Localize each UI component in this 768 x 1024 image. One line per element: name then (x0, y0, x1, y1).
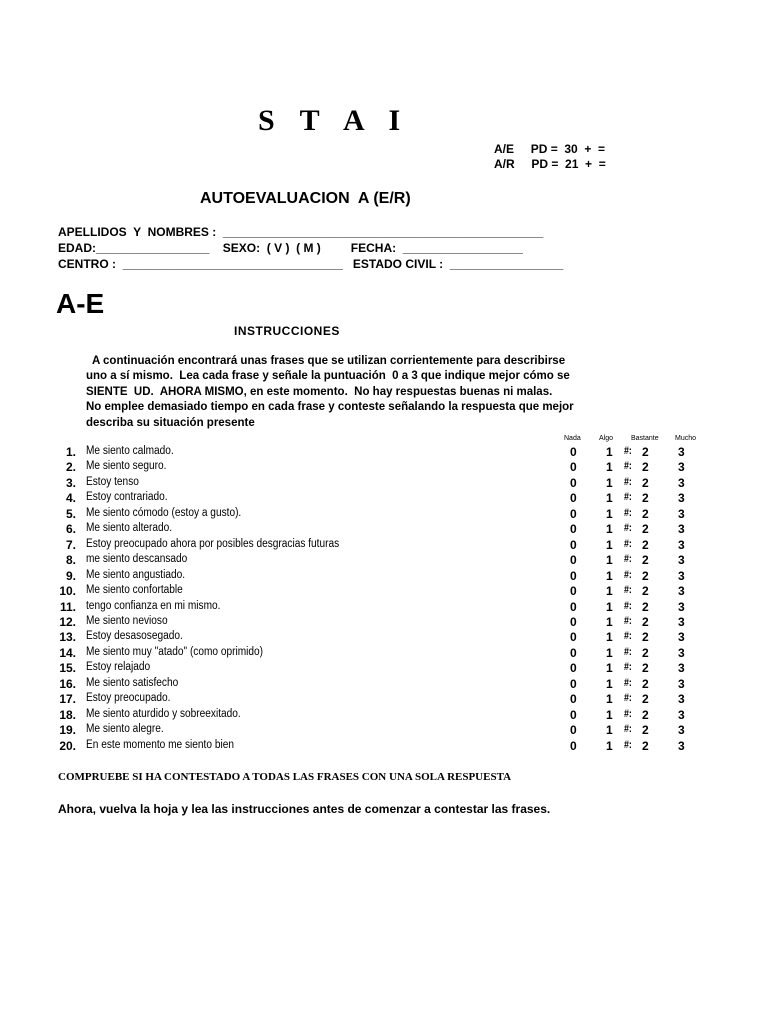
option-bastante[interactable]: 2 (642, 491, 649, 506)
option-mucho[interactable]: 3 (678, 614, 685, 629)
item-text: Estoy relajado (86, 661, 151, 674)
column-header-nada: Nada (564, 435, 581, 442)
option-nada[interactable]: 0 (570, 661, 577, 676)
option-placeholder: #: (624, 506, 632, 519)
score-formula: PD = 21 + = (531, 157, 606, 171)
item-text: Me siento confortable (86, 584, 183, 597)
form-subtitle: AUTOEVALUACION A (E/R) (200, 190, 411, 207)
item-number: 3. (65, 475, 76, 490)
section-heading: A-E (56, 288, 105, 319)
option-placeholder: #: (624, 661, 632, 674)
option-algo[interactable]: 1 (606, 645, 613, 660)
table-row (0, 615, 768, 631)
option-mucho[interactable]: 3 (678, 460, 685, 475)
table-row (0, 739, 768, 755)
option-nada[interactable]: 0 (570, 707, 577, 722)
option-nada[interactable]: 0 (570, 522, 577, 537)
item-number: 9. (65, 568, 76, 583)
item-number: 4. (65, 491, 76, 506)
option-mucho[interactable]: 3 (678, 645, 685, 660)
table-row (0, 445, 768, 461)
item-number: 18. (59, 707, 76, 722)
option-mucho[interactable]: 3 (678, 491, 685, 506)
option-mucho[interactable]: 3 (678, 445, 685, 459)
final-note: Ahora, vuelva la hoja y lea las instrucciones antes de comenzar a contestar las frases. (58, 802, 551, 816)
option-mucho[interactable]: 3 (678, 692, 685, 707)
column-header-bastante: Bastante (631, 435, 659, 442)
option-bastante[interactable]: 2 (642, 723, 649, 738)
option-bastante[interactable]: 2 (642, 445, 649, 459)
option-placeholder: #: (624, 522, 632, 535)
option-bastante[interactable]: 2 (642, 692, 649, 707)
item-number: 10. (59, 584, 76, 599)
table-row (0, 522, 768, 538)
option-bastante[interactable]: 2 (642, 568, 649, 583)
item-text: Me siento muy "atado" (como oprimido) (86, 645, 264, 658)
option-bastante[interactable]: 2 (642, 522, 649, 537)
option-placeholder: #: (624, 630, 632, 643)
option-placeholder: #: (624, 584, 632, 597)
option-nada[interactable]: 0 (570, 475, 577, 490)
table-row (0, 507, 768, 523)
option-algo[interactable]: 1 (606, 506, 613, 521)
option-nada[interactable]: 0 (570, 584, 577, 599)
option-nada[interactable]: 0 (570, 630, 577, 645)
score-label: A/R (494, 157, 515, 171)
option-mucho[interactable]: 3 (678, 723, 685, 738)
item-text: tengo confianza en mi mismo. (86, 599, 221, 612)
table-row (0, 692, 768, 708)
item-number: 20. (59, 738, 76, 753)
option-bastante[interactable]: 2 (642, 738, 649, 753)
table-row (0, 538, 768, 554)
item-number: 15. (59, 661, 76, 676)
option-placeholder: #: (624, 692, 632, 705)
option-placeholder: #: (624, 491, 632, 504)
page-title: S T A I (258, 104, 410, 137)
option-algo[interactable]: 1 (606, 661, 613, 676)
option-algo[interactable]: 1 (606, 676, 613, 691)
item-text: Me siento calmado. (86, 445, 174, 457)
instruction-line: No emplee demasiado tiempo en cada frase y conteste señalando la respuesta que mejor (86, 401, 574, 414)
option-mucho[interactable]: 3 (678, 584, 685, 599)
table-row (0, 476, 768, 492)
table-row (0, 584, 768, 600)
item-text: Me siento alterado. (86, 522, 173, 535)
option-algo[interactable]: 1 (606, 738, 613, 753)
option-mucho[interactable]: 3 (678, 630, 685, 645)
option-bastante[interactable]: 2 (642, 599, 649, 614)
option-mucho[interactable]: 3 (678, 707, 685, 722)
item-text: Me siento satisfecho (86, 676, 179, 689)
option-nada[interactable]: 0 (570, 692, 577, 707)
option-mucho[interactable]: 3 (678, 537, 685, 552)
option-mucho[interactable]: 3 (678, 522, 685, 537)
item-number: 2. (65, 460, 76, 475)
option-mucho[interactable]: 3 (678, 553, 685, 568)
option-algo[interactable]: 1 (606, 553, 613, 568)
item-text: Estoy preocupado. (86, 692, 171, 705)
table-row (0, 600, 768, 616)
option-bastante[interactable]: 2 (642, 676, 649, 691)
option-placeholder: #: (624, 707, 632, 720)
option-bastante[interactable]: 2 (642, 584, 649, 599)
item-text: Me siento angustiado. (86, 568, 186, 581)
option-bastante[interactable]: 2 (642, 553, 649, 568)
score-formula: PD = 30 + = (530, 142, 606, 156)
option-bastante[interactable]: 2 (642, 506, 649, 521)
option-algo[interactable]: 1 (606, 445, 613, 459)
option-mucho[interactable]: 3 (678, 506, 685, 521)
item-number: 7. (65, 537, 76, 552)
option-mucho[interactable]: 3 (678, 738, 685, 753)
option-mucho[interactable]: 3 (678, 676, 685, 691)
option-nada[interactable]: 0 (570, 645, 577, 660)
option-mucho[interactable]: 3 (678, 475, 685, 490)
option-nada[interactable]: 0 (570, 614, 577, 629)
score-ar (494, 157, 606, 171)
option-algo[interactable]: 1 (606, 568, 613, 583)
instruction-line: uno a sí mismo. Lea cada frase y señale la puntuación 0 a 3 que indique mejor cómo se (86, 370, 570, 383)
age-sex-date-field[interactable]: EDAD:_________________ SEXO: ( V ) ( M ) FECHA: __________________ (58, 241, 523, 255)
option-nada[interactable]: 0 (570, 568, 577, 583)
item-text: Me siento aturdido y sobreexitado. (86, 707, 241, 720)
option-bastante[interactable]: 2 (642, 614, 649, 629)
option-nada[interactable]: 0 (570, 506, 577, 521)
option-placeholder: #: (624, 738, 632, 751)
option-nada[interactable]: 0 (570, 723, 577, 738)
option-algo[interactable]: 1 (606, 707, 613, 722)
instruction-line: describa su situación presente (86, 416, 255, 429)
item-text: me siento descansado (86, 553, 188, 566)
option-placeholder: #: (624, 599, 632, 612)
item-number: 13. (59, 630, 76, 645)
option-nada[interactable]: 0 (570, 445, 577, 459)
option-bastante[interactable]: 2 (642, 630, 649, 645)
score-ae (494, 142, 605, 156)
item-number: 14. (59, 645, 76, 660)
table-row (0, 661, 768, 677)
option-mucho[interactable]: 3 (678, 661, 685, 676)
option-placeholder: #: (624, 645, 632, 658)
option-bastante[interactable]: 2 (642, 645, 649, 660)
item-text: Estoy desasosegado. (86, 630, 183, 643)
item-text: Me siento seguro. (86, 460, 167, 473)
option-placeholder: #: (624, 614, 632, 627)
option-mucho[interactable]: 3 (678, 568, 685, 583)
option-placeholder: #: (624, 537, 632, 550)
option-bastante[interactable]: 2 (642, 661, 649, 676)
option-algo[interactable]: 1 (606, 537, 613, 552)
option-nada[interactable]: 0 (570, 491, 577, 506)
option-algo[interactable]: 1 (606, 614, 613, 629)
item-number: 5. (65, 506, 76, 521)
name-field[interactable]: APELLIDOS Y NOMBRES : ________________________________________________ (58, 225, 544, 239)
item-number: 11. (59, 599, 76, 614)
option-placeholder: #: (624, 460, 632, 473)
option-algo[interactable]: 1 (606, 491, 613, 506)
table-row (0, 553, 768, 569)
item-number: 17. (59, 692, 76, 707)
item-number: 6. (65, 522, 76, 537)
column-header-algo: Algo (599, 435, 614, 442)
table-row (0, 630, 768, 646)
item-text: Estoy contrariado. (86, 491, 168, 504)
option-placeholder: #: (624, 723, 632, 736)
table-row (0, 491, 768, 507)
option-placeholder: #: (624, 676, 632, 689)
instructions-text (86, 354, 606, 431)
option-nada[interactable]: 0 (570, 676, 577, 691)
item-number: 19. (59, 723, 76, 738)
table-row (0, 723, 768, 739)
option-algo[interactable]: 1 (606, 723, 613, 738)
item-number: 16. (59, 676, 76, 691)
table-row (0, 708, 768, 724)
option-algo[interactable]: 1 (606, 584, 613, 599)
instruction-line: A continuación encontrará unas frases que se utilizan corrientemente para describirse (86, 355, 566, 367)
item-text: En este momento me siento bien (86, 738, 234, 751)
option-algo[interactable]: 1 (606, 599, 613, 614)
check-note: COMPRUEBE SI HA CONTESTADO A TODAS LAS FRASES CON UNA SOLA RESPUESTA (58, 771, 512, 783)
item-text: Estoy tenso (86, 475, 139, 488)
item-number: 8. (65, 553, 76, 568)
option-mucho[interactable]: 3 (678, 599, 685, 614)
option-placeholder: #: (624, 445, 632, 457)
option-nada[interactable]: 0 (570, 599, 577, 614)
option-placeholder: #: (624, 568, 632, 581)
instruction-line: SIENTE UD. AHORA MISMO, en este momento. No hay respuestas buenas ni malas. (86, 385, 553, 398)
item-text: Estoy preocupado ahora por posibles desgracias futuras (86, 537, 340, 550)
option-algo[interactable]: 1 (606, 460, 613, 475)
option-placeholder: #: (624, 475, 632, 488)
option-bastante[interactable]: 2 (642, 475, 649, 490)
option-placeholder: #: (624, 553, 632, 566)
item-text: Me siento nevioso (86, 614, 168, 627)
table-row (0, 677, 768, 693)
score-label: A/E (494, 142, 515, 156)
option-algo[interactable]: 1 (606, 630, 613, 645)
option-nada[interactable]: 0 (570, 738, 577, 753)
option-algo[interactable]: 1 (606, 692, 613, 707)
instructions-title: INSTRUCCIONES (234, 324, 340, 338)
option-nada[interactable]: 0 (570, 553, 577, 568)
item-text: Me siento cómodo (estoy a gusto). (86, 506, 242, 519)
column-header-mucho: Mucho (675, 435, 697, 442)
item-number: 12. (59, 614, 76, 629)
option-nada[interactable]: 0 (570, 460, 577, 475)
option-nada[interactable]: 0 (570, 537, 577, 552)
table-row (0, 569, 768, 585)
center-civil-status-field[interactable]: CENTRO : _________________________________ ESTADO CIVIL : _________________ (58, 257, 564, 271)
table-row (0, 646, 768, 662)
option-algo[interactable]: 1 (606, 475, 613, 490)
option-bastante[interactable]: 2 (642, 537, 649, 552)
option-algo[interactable]: 1 (606, 522, 613, 537)
option-bastante[interactable]: 2 (642, 707, 649, 722)
option-bastante[interactable]: 2 (642, 460, 649, 475)
table-row (0, 460, 768, 476)
item-text: Me siento alegre. (86, 723, 164, 736)
item-number: 1. (65, 445, 76, 459)
